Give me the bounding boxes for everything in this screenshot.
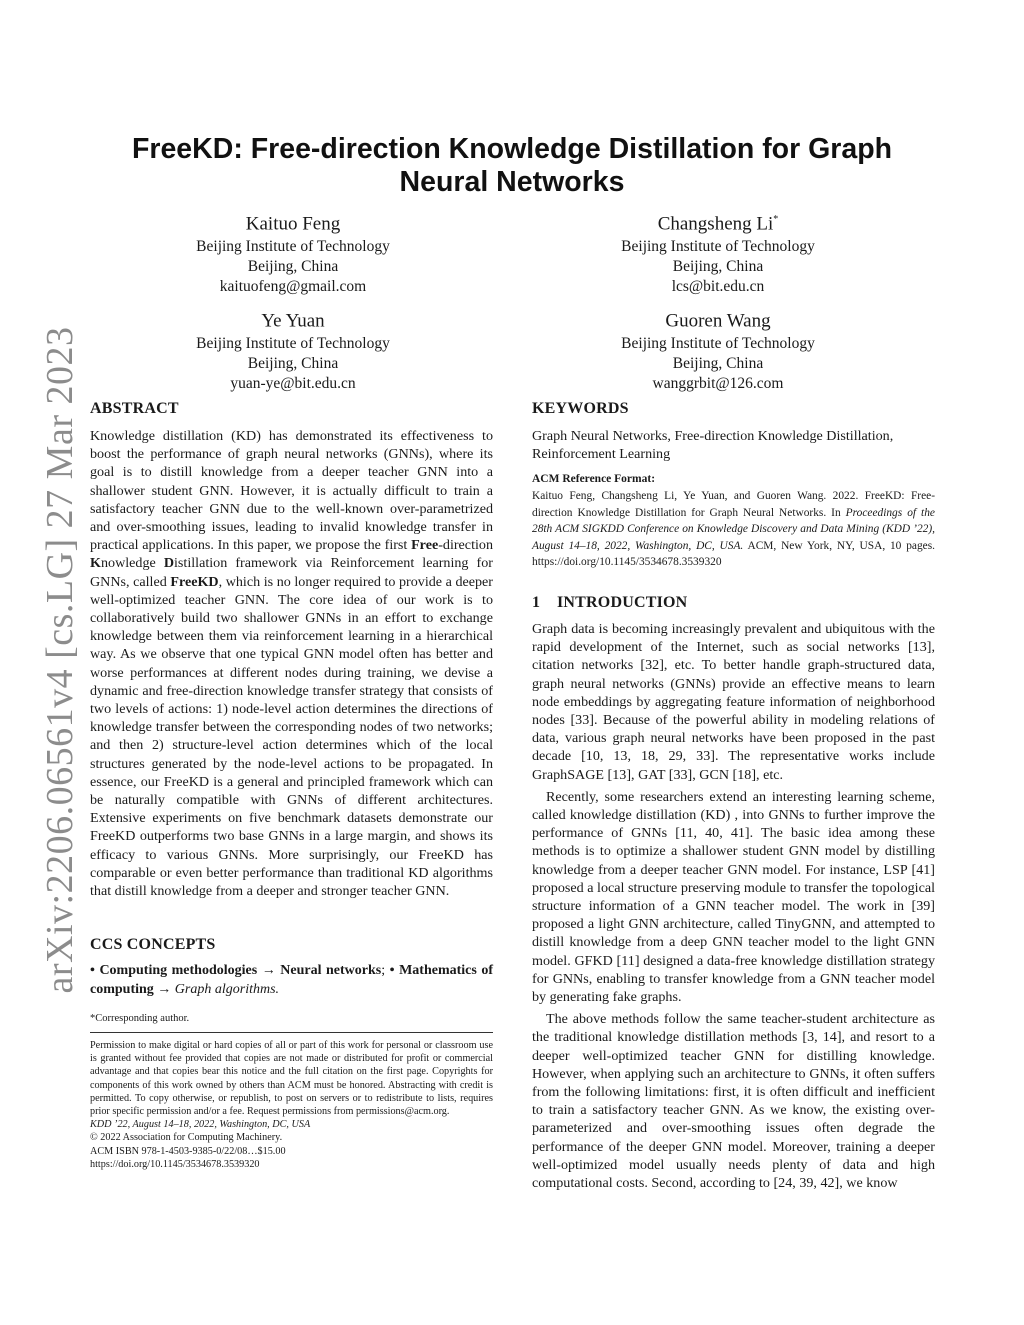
keywords-text: Graph Neural Networks, Free-direction Knowledge Distillation, Reinforcement Learning [532, 428, 894, 463]
doi-line: https://doi.org/10.1145/3534678.3539320 [90, 1158, 260, 1170]
author-affiliation: Beijing Institute of Technology [621, 238, 815, 256]
abstract-text: Knowledge distillation (KD) has demonstrated its effectiveness to boost the performance of graph neural networks (GNNs), where its goal is to distill knowledge from a deeper teacher GNN into a shallower student GNN. However, it is actually difficult to train a satisfactory teacher GNN due to the well-known over-parametrized and over-smoothing issues, leading to invalid knowledge transfer in practical applications. In this paper, we propose the first Free-direction Knowledge Distillation framework via Reinforcement learning for GNNs, called FreeKD, which is no longer required to provide a deeper well-optimized teacher GNN. The core idea of our work is to collaboratively build two shallower GNNs in an effort to exchange knowledge between them via reinforcement learning in a hierarchical way. As we observe that one typical GNN model often has better and worse performances at different nodes during training, we devise a dynamic and free-direction knowledge transfer strategy that consists of two levels of actions: 1) node-level action determines the directions of knowledge transfer between the corresponding nodes of two networks; and then 2) structure-level action determines which of the local structures generated by the node-level actions to be propagated. In essence, our FreeKD is a general and principled framework which can be naturally compatible with GNNs of different architectures. Extensive experiments on five benchmark datasets demonstrate our FreeKD outperforms two base GNNs in a large margin, and shows its efficacy to various GNNs. More surprisingly, our FreeKD has comparable or even better performance than traditional KD algorithms that distill knowledge from a deeper and stronger teacher GNN. [90, 428, 493, 900]
author-email: lcs@bit.edu.cn [671, 278, 765, 296]
author-name: Changsheng Li* [657, 213, 779, 235]
abstract-section [90, 400, 493, 900]
author-email: kaituofeng@gmail.com [219, 278, 367, 296]
intro-paragraph: Graph data is becoming increasingly prevalent and ubiquitous with the rapid development of the Internet, such as social networks [13], citation networks [32], etc. To better handle graph-structured data, graph neural networks (GNNs) provide an effective means to learn node embeddings by aggregating feature information of neighborhood nodes [33]. Because of the powerful ability in modeling relations of data, various graph neural networks have been proposed in the past decade [10, 13, 18, 29, 33]. The representative works include GraphSAGE [13], GAT [33], GCN [18], etc. [532, 621, 935, 783]
author-location: Beijing, China [672, 355, 764, 373]
arxiv-id: arXiv:2206.06561v4 [cs.LG] 27 Mar 2023 [39, 326, 81, 994]
copyright-line: © 2022 Association for Computing Machinery. [90, 1132, 283, 1144]
author-affiliation: Beijing Institute of Technology [196, 238, 390, 256]
author-location: Beijing, China [247, 258, 339, 276]
keywords-heading: KEYWORDS [532, 400, 629, 417]
acm-reference-text: Kaituo Feng, Changsheng Li, Ye Yuan, and Guoren Wang. 2022. FreeKD: Free-direction Knowledge Distillation for Graph Neural Networks. In Proceedings of the 28th ACM SIGKDD Conference on Knowledge Discovery and Data Mining (KDD ’22), August 14–18, 2022, Washington, DC, USA. ACM, New York, NY, USA, 10 pages. https://doi.org/10.1145/3534678.3539320 [532, 490, 935, 568]
isbn-line: ACM ISBN 978-1-4503-9385-0/22/08…$15.00 [90, 1145, 286, 1157]
acm-reference-heading: ACM Reference Format: [532, 473, 656, 485]
permission-text: Permission to make digital or hard copies of all or part of this work for personal or classroom use is granted without fee provided that copies are not made or distributed for profit or commercial advantage and that copies bear this notice and the full citation on the first page. Copyrights for components of this work owned by others than ACM must be honored. Abstracting with credit is permitted. To copy otherwise, or republish, to post on servers or to redistribute to lists, requires prior specific permission and/or a fee. Request permissions from permissions@acm.org. [90, 1040, 493, 1118]
abstract-heading: ABSTRACT [90, 400, 179, 417]
venue-line: KDD ’22, August 14–18, 2022, Washington, DC, USA [90, 1119, 311, 1131]
footnote-area [90, 1012, 493, 1025]
author-name: Guoren Wang [665, 310, 771, 332]
intro-paragraph: The above methods follow the same teacher-student architecture as the traditional knowledge distillation methods [3, 14], and resort to a deeper well-optimized teacher GNN for distilling knowledge. However, when applying such an architecture to GNNs, it often suffers from the following limitations: first, it is often difficult and inefficient to train a satisfactory teacher GNN. As we know, the existing over-parameterized and over-smoothing issues often degrade the performance of the deeper GNN model. Moreover, training a deeper well-optimized model usually needs plenty of data and high computational costs. Second, according to [24, 39, 42], we know [532, 1011, 935, 1192]
author-block [568, 305, 868, 394]
divider [90, 1032, 493, 1033]
corresponding-author-note: *Corresponding author. [90, 1013, 190, 1024]
author-location: Beijing, China [247, 355, 339, 373]
introduction-section [532, 594, 935, 1192]
introduction-heading: 1 INTRODUCTION [532, 594, 688, 611]
ccs-concepts: • Computing methodologies → Neural networks; • Mathematics of computing → Graph algorithms. [90, 963, 494, 997]
intro-paragraph: Recently, some researchers extend an interesting learning scheme, called knowledge distillation (KD) , into GNNs to further improve the performance of GNNs [11, 40, 41]. The basic idea among these methods is to optimize a shallower student GNN model by distilling knowledge from a deeper teacher GNN model. For instance, LSP [41] proposed a local structure preserving module to transfer the topological structure information of a GNN teacher model. The work in [39] proposed a light GNN architecture, called TinyGNN, and attempted to distill knowledge from a deep GNN teacher model to the light GNN model. GFKD [11] designed a data-free knowledge distillation strategy for GNNs, enabling to transfer knowledge from a GNN teacher model by generating fake graphs. [532, 788, 935, 1006]
author-block [143, 208, 443, 297]
author-affiliation: Beijing Institute of Technology [196, 335, 390, 353]
ccs-section [90, 936, 493, 999]
author-email: wanggrbit@126.com [652, 375, 784, 393]
paper-title: FreeKD: Free-direction Knowledge Distillation for Graph Neural Networks [131, 133, 893, 198]
author-name: Ye Yuan [261, 310, 325, 332]
author-name: Kaituo Feng [245, 213, 341, 235]
acm-reference-section [532, 473, 935, 571]
author-location: Beijing, China [672, 258, 764, 276]
ccs-heading: CCS CONCEPTS [90, 936, 216, 953]
keywords-section [532, 400, 935, 463]
author-affiliation: Beijing Institute of Technology [621, 335, 815, 353]
author-block [568, 208, 868, 297]
author-block [143, 305, 443, 394]
permission-block [90, 1032, 493, 1171]
author-email: yuan-ye@bit.edu.cn [230, 375, 356, 393]
